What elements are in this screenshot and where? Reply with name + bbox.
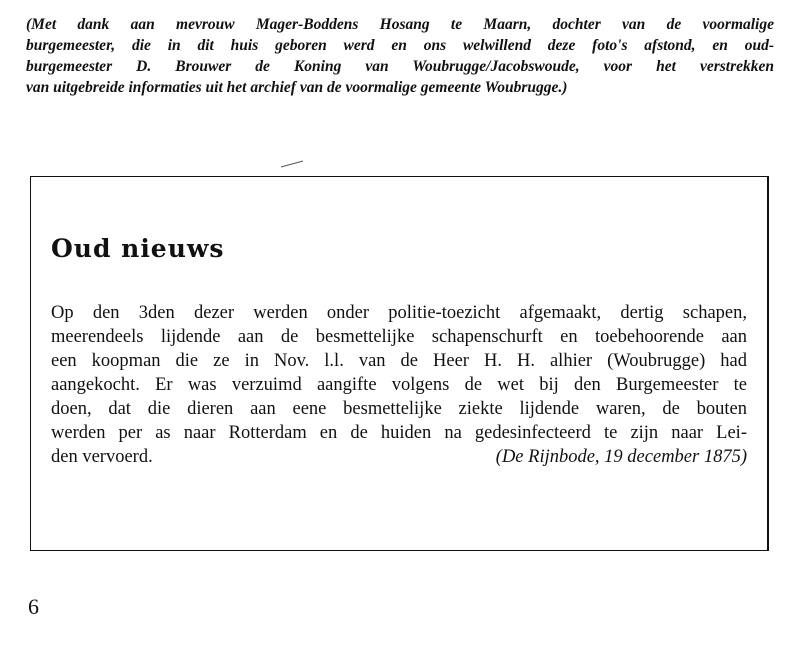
article-line: aangekocht. Er was verzuimd aangifte volgens de wet bij den Burgemeester te — [51, 375, 747, 395]
acknowledgement-line: van uitgebreide informaties uit het archief van de voormalige gemeente Woubrugge.) — [26, 79, 568, 96]
article-line: werden per as naar Rotterdam en de huiden na gedesinfecteerd te zijn naar Lei- — [51, 423, 747, 443]
article-line: Op den 3den dezer werden onder politie-toezicht afgemaakt, dertig schapen, — [51, 303, 747, 323]
article-last-line — [51, 445, 747, 469]
stray-pen-mark — [280, 160, 304, 168]
article-source: (De Rijnbode, 19 december 1875) — [495, 447, 747, 467]
news-box — [30, 176, 769, 551]
article-line: doen, dat die dieren aan eene besmettelijke ziekte lijdende waren, de bouten — [51, 399, 747, 419]
article-line: den vervoerd. — [51, 447, 153, 467]
box-title: Oud nieuws — [51, 234, 225, 263]
page-number: 6 — [28, 594, 39, 619]
acknowledgement-line: (Met dank aan mevrouw Mager-Boddens Hosang te Maarn, dochter van de voormalige — [26, 16, 774, 33]
article-line: een koopman die ze in Nov. l.l. van de Heer H. H. alhier (Woubrugge) had — [51, 351, 747, 371]
acknowledgement-line: burgemeester D. Brouwer de Koning van Woubrugge/Jacobswoude, voor het verstrekken — [26, 58, 774, 75]
acknowledgement-line: burgemeester, die in dit huis geboren werd en ons welwillend deze foto's afstond, en oud- — [26, 37, 774, 54]
acknowledgement-paragraph — [26, 14, 774, 98]
news-article — [51, 301, 747, 469]
article-line: meerendeels lijdende aan de besmettelijke schapenschurft en toebehoorende aan — [51, 327, 747, 347]
